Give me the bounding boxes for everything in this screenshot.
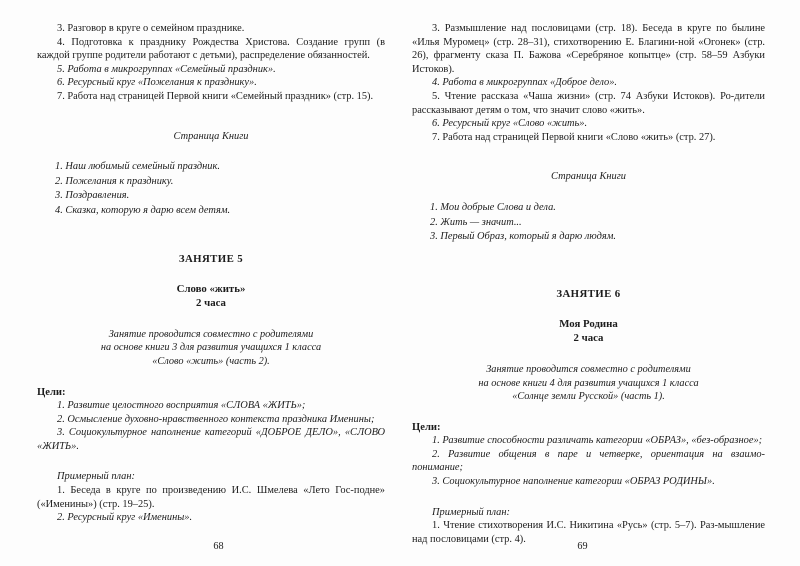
list-item: 1. Мои добрые Слова и дела. xyxy=(430,201,556,213)
lesson-name: Слово «жить» xyxy=(176,283,246,296)
lesson-intro-line: на основе книги 4 для развития учащихся 1 класса xyxy=(478,377,699,389)
book-page-heading: Страница Книги xyxy=(551,171,626,183)
vertical-spacer xyxy=(412,301,765,318)
paragraph: 5. Работа в микрогруппах «Семейный праздник». xyxy=(57,63,276,75)
vertical-spacer xyxy=(37,369,385,386)
lesson-name: Моя Родина xyxy=(559,318,618,331)
vertical-spacer xyxy=(37,143,385,160)
paragraph: 7. Работа над страницей Первой книги «Семейный праздник» (стр. 15). xyxy=(57,90,374,102)
lesson-section-title: ЗАНЯТИЕ 5 xyxy=(178,252,244,265)
page-number-left: 68 xyxy=(213,541,224,552)
vertical-spacer xyxy=(37,104,385,130)
page-left-column xyxy=(37,22,385,525)
goal-item: 2. Развитие общения в паре и четверке, ориентация на взаимо-понимание; xyxy=(412,448,765,474)
goal-item: 1. Развитие способности различать категории «ОБРАЗ», «без-образное»; xyxy=(432,435,763,447)
lesson-section-title: ЗАНЯТИЕ 6 xyxy=(556,287,621,300)
lesson-intro-line: Занятие проводится совместно с родителями xyxy=(486,363,691,375)
vertical-spacer xyxy=(37,453,385,470)
paragraph: 7. Работа над страницей Первой книги «Слово «жить» (стр. 27). xyxy=(432,131,716,143)
list-item: 3. Первый Образ, который я дарю людям. xyxy=(430,231,616,243)
lesson-intro-line: на основе книги 3 для развития учащихся 1 класса xyxy=(100,342,322,354)
book-page-heading: Страница Книги xyxy=(173,130,249,142)
vertical-spacer xyxy=(412,245,765,279)
lesson-intro-line: Занятие проводится совместно с родителями xyxy=(108,328,314,340)
plan-heading: Примерный план: xyxy=(432,506,510,518)
page-right-column xyxy=(412,22,765,546)
goal-item: 3. Социокультурное наполнение категорий «ДОБРОЕ ДЕЛО», «СЛОВО «ЖИТЬ». xyxy=(37,427,385,452)
lesson-intro-line: «Слово «жить» (часть 2). xyxy=(152,355,270,367)
book-page-list xyxy=(412,201,765,245)
book-page-list xyxy=(37,160,385,218)
plan-item: 1. Чтение стихотворения И.С. Никитина «Русь» (стр. 5–7). Раз-мышление над пословицами (стр. 4). xyxy=(412,520,765,545)
paragraph: 4. Работа в микрогруппах «Доброе дело». xyxy=(432,77,618,89)
lesson-duration: 2 часа xyxy=(573,332,604,345)
page-right xyxy=(400,0,800,566)
paragraph: 5. Чтение рассказа «Чаша жизни» (стр. 74 Азбуки Истоков). Ро-дители рассказывают детям о том, что значит слово «жить». xyxy=(412,90,765,116)
plan-heading: Примерный план: xyxy=(57,471,135,483)
plan-item: 1. Беседа в круге по произведению И.С. Шмелева «Лето Гос-подне» («Именины») (стр. 19–25). xyxy=(37,485,385,510)
lesson-duration: 2 часа xyxy=(196,296,226,309)
goal-item: 2. Осмысление духовно-нравственного контекста праздника Именины; xyxy=(57,413,375,425)
list-item: 2. Жить — значит... xyxy=(430,216,522,228)
list-item: 1. Наш любимый семейный праздник. xyxy=(55,161,220,173)
goal-item: 3. Социокультурное наполнение категории «ОБРАЗ РОДИНЫ». xyxy=(432,476,715,488)
vertical-spacer xyxy=(412,184,765,201)
vertical-spacer xyxy=(412,279,765,288)
vertical-spacer xyxy=(412,489,765,506)
goals-heading: Цели: xyxy=(412,421,441,433)
paragraph: 6. Ресурсный круг «Пожелания к празднику». xyxy=(57,77,257,89)
page-number-right: 69 xyxy=(577,541,588,552)
goals-heading: Цели: xyxy=(37,386,66,398)
vertical-spacer xyxy=(412,346,765,363)
list-item: 2. Пожелания к празднику. xyxy=(55,175,174,187)
paragraph: 3. Разговор в круге о семейном празднике. xyxy=(57,23,245,34)
list-item: 3. Поздравления. xyxy=(55,190,130,202)
vertical-spacer xyxy=(37,219,385,253)
vertical-spacer xyxy=(412,144,765,170)
vertical-spacer xyxy=(37,311,385,328)
paragraph: 3. Размышление над пословицами (стр. 18). Беседа в круге по былине «Илья Муромец» (стр. 28–31), стихотворению Е. Благини-ной «Огонек» (стр. 26), фрагменту сказа П. Бажова «Серебряное копытце» (стр. 58–59 Азбуки Истоков). xyxy=(412,23,765,75)
list-item: 4. Сказка, которую я дарю всем детям. xyxy=(55,204,231,216)
vertical-spacer xyxy=(412,404,765,421)
paragraph: 4. Подготовка к празднику Рождества Христова. Создание групп (в каждой группе родители работают с детьми), распределение обязанностей. xyxy=(37,36,385,62)
lesson-intro-line: «Солнце земли Русской» (часть 1). xyxy=(512,391,665,403)
vertical-spacer xyxy=(37,266,385,283)
plan-item: 2. Ресурсный круг «Именины». xyxy=(57,512,193,524)
goal-item: 1. Развитие целостного восприятия «СЛОВА «ЖИТЬ»; xyxy=(57,400,306,412)
paragraph: 6. Ресурсный круг «Слово «жить». xyxy=(432,118,588,130)
